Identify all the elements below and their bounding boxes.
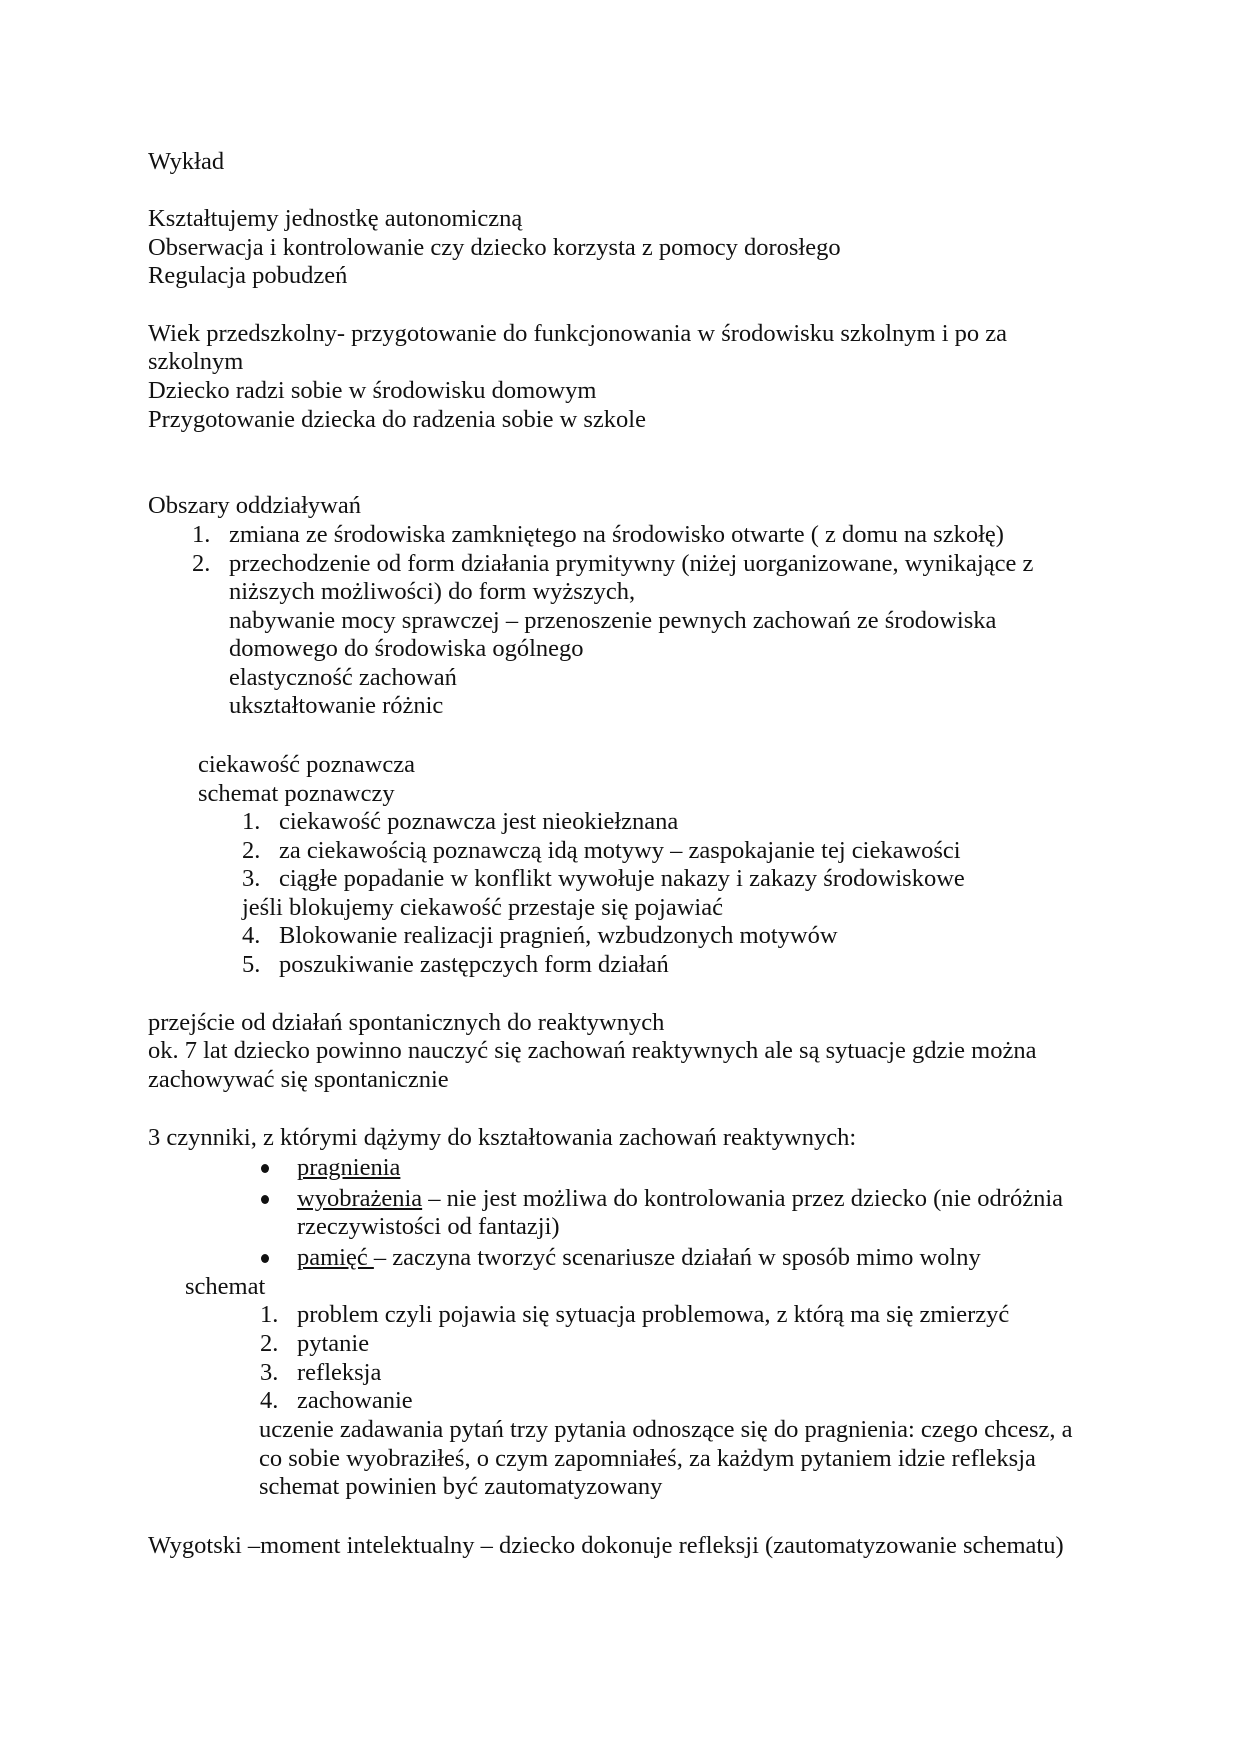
- list-item: zachowanie: [297, 1387, 413, 1414]
- bullet-item-line: rzeczywistości od fantazji): [297, 1213, 560, 1240]
- term: wyobrażenia: [297, 1185, 423, 1212]
- term-description: – nie jest możliwa do kontrolowania przez dziecko (nie odróżnia: [422, 1185, 1064, 1212]
- list-item: Blokowanie realizacji pragnień, wzbudzonych motywów: [279, 922, 838, 949]
- paragraph-line: Obserwacja i kontrolowanie czy dziecko korzysta z pomocy dorosłego: [148, 234, 841, 261]
- areas-heading: Obszary oddziaływań: [148, 492, 361, 519]
- factors-heading: 3 czynniki, z którymi dążymy do kształtowania zachowań reaktywnych:: [148, 1124, 857, 1151]
- list-item-line: elastyczność zachowań: [229, 664, 457, 691]
- curiosity-heading: ciekawość poznawcza: [198, 751, 415, 778]
- paragraph-line: Dziecko radzi sobie w środowisku domowym: [148, 377, 597, 404]
- list-item: przechodzenie od form działania prymitywny (niżej uorganizowane, wynikające z: [229, 550, 1034, 577]
- list-number: 3.: [242, 865, 261, 892]
- list-number: 4.: [260, 1387, 279, 1414]
- list-note: jeśli blokujemy ciekawość przestaje się pojawiać: [242, 894, 723, 921]
- paragraph-line: zachowywać się spontanicznie: [148, 1066, 449, 1093]
- paragraph-line: szkolnym: [148, 348, 244, 375]
- list-number: 2.: [192, 550, 211, 577]
- title: Wykład: [148, 148, 225, 175]
- schema-heading: schemat: [185, 1273, 266, 1300]
- bullet-icon: [261, 1254, 269, 1263]
- schema-note: uczenie zadawania pytań trzy pytania odnoszące się do pragnienia: czego chcesz, a: [259, 1416, 1073, 1443]
- list-item: za ciekawością poznawczą idą motywy – zaspokajanie tej ciekawości: [279, 837, 961, 864]
- bullet-item: [297, 1154, 400, 1182]
- list-number: 1.: [192, 521, 211, 548]
- list-number: 3.: [260, 1359, 279, 1386]
- list-item-line: niższych możliwości) do form wyższych,: [229, 578, 636, 605]
- schema-note: co sobie wyobraziłeś, o czym zapomniałeś, za każdym pytaniem idzie refleksja: [259, 1445, 1036, 1472]
- term: pamięć: [297, 1244, 374, 1271]
- schema-note: schemat powinien być zautomatyzowany: [259, 1473, 663, 1500]
- paragraph-line: przejście od działań spontanicznych do reaktywnych: [148, 1009, 665, 1036]
- list-number: 4.: [242, 922, 261, 949]
- term: pragnienia: [297, 1154, 401, 1181]
- paragraph-line: ok. 7 lat dziecko powinno nauczyć się zachowań reaktywnych ale są sytuacje gdzie można: [148, 1037, 1037, 1064]
- bullet-item: [297, 1244, 981, 1272]
- closing-line: Wygotski –moment intelektualny – dziecko dokonuje refleksji (zautomatyzowanie schematu): [148, 1532, 1064, 1559]
- list-item-line: ukształtowanie różnic: [229, 692, 444, 719]
- list-item: pytanie: [297, 1330, 370, 1357]
- bullet-icon: [261, 1164, 269, 1173]
- list-item: zmiana ze środowiska zamkniętego na środowisko otwarte ( z domu na szkołę): [229, 521, 1004, 548]
- list-number: 1.: [242, 808, 261, 835]
- list-number: 1.: [260, 1301, 279, 1328]
- list-item: refleksja: [297, 1359, 382, 1386]
- paragraph-line: Przygotowanie dziecka do radzenia sobie w szkole: [148, 406, 646, 433]
- list-number: 2.: [242, 837, 261, 864]
- list-item-line: domowego do środowiska ogólnego: [229, 635, 584, 662]
- list-item: ciągłe popadanie w konflikt wywołuje nakazy i zakazy środowiskowe: [279, 865, 965, 892]
- list-number: 2.: [260, 1330, 279, 1357]
- list-item-line: nabywanie mocy sprawczej – przenoszenie pewnych zachowań ze środowiska: [229, 607, 997, 634]
- paragraph-line: Wiek przedszkolny- przygotowanie do funkcjonowania w środowisku szkolnym i po za: [148, 320, 1008, 347]
- list-item: ciekawość poznawcza jest nieokiełznana: [279, 808, 679, 835]
- paragraph-line: Regulacja pobudzeń: [148, 262, 348, 289]
- term-description: – zaczyna tworzyć scenariusze działań w sposób mimo wolny: [373, 1244, 981, 1271]
- list-item: problem czyli pojawia się sytuacja problemowa, z którą ma się zmierzyć: [297, 1301, 1010, 1328]
- list-item: poszukiwanie zastępczych form działań: [279, 951, 669, 978]
- bullet-icon: [261, 1195, 269, 1204]
- schema-heading: schemat poznawczy: [198, 780, 395, 807]
- list-number: 5.: [242, 951, 261, 978]
- paragraph-line: Kształtujemy jednostkę autonomiczną: [148, 205, 523, 232]
- bullet-item: [297, 1185, 1063, 1213]
